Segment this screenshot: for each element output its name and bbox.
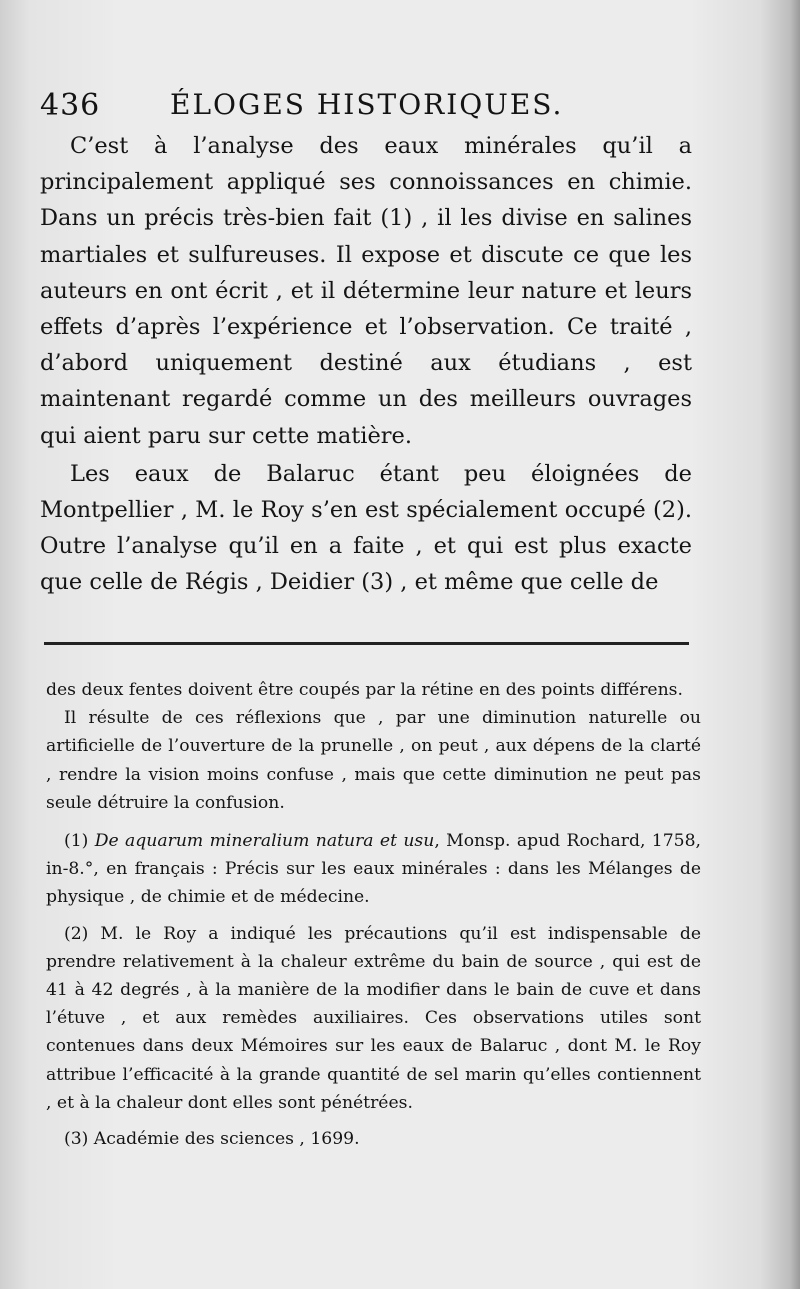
page-number: 436 — [40, 88, 101, 123]
note-continuation-2: Il résulte de ces réflexions que , par une diminution naturelle ou artificielle de l’ouverture de la prunelle , on peut , aux dépens de la clarté , rendre la vision moins confuse , mais que cette diminution ne peut pas seule détruire la confusion. — [46, 708, 701, 813]
footnote-separator-rule — [44, 642, 689, 645]
footnotes-section — [46, 676, 701, 1153]
page-header — [40, 88, 680, 128]
footnote-2: (2) M. le Roy a indiqué les précautions qu’il est indispensable de prendre relativement à la chaleur extrême du bain de source , qui est de 41 à 42 degrés , à la manière de la modifier dans le bain de cuve et dans l’étuve , et aux remèdes auxiliaires. Ces observations utiles sont contenues dans deux Mémoires sur les eaux de Balaruc , dont M. le Roy attribue l’efficacité à la grande quantité de sel marin qu’elles contiennent , et à la chaleur dont elles sont pénétrées. — [46, 923, 701, 1113]
note-continuation: des deux fentes doivent être coupés par la rétine en des points différens. — [46, 680, 683, 700]
main-paragraph-2: Les eaux de Balaruc étant peu éloignées de Montpellier , M. le Roy s’en est spécialement occupé (2). Outre l’analyse qu’il en a faite , et qui est plus exacte que celle de Régis , Deidier (3) , et même que celle de — [40, 460, 692, 596]
footnote-1-text: , Monsp. apud Rochard, 1758, in-8.°, en français : Précis sur les eaux minérales : dans les Mélanges de physique , de chimie et de médecine. — [46, 831, 701, 908]
footnote-1-mark: (1) — [64, 831, 89, 852]
running-title: ÉLOGES HISTORIQUES. — [170, 88, 564, 121]
footnote-1-title: De aquarum mineralium natura et usu — [94, 831, 435, 852]
main-text — [40, 128, 692, 601]
footnote-3: (3) Académie des sciences , 1699. — [64, 1129, 360, 1150]
footnote-1 — [46, 827, 701, 912]
main-paragraph-1: C’est à l’analyse des eaux minérales qu’il a principalement appliqué ses connoissances en chimie. Dans un précis très-bien fait (1) , il les divise en salines martiales et sulfureuses. Il expose et discute ce que les auteurs en ont écrit , et il détermine leur nature et leurs effets d’après l’expérience et l’observation. Ce traité , d’abord uniquement destiné aux étudians , est maintenant regardé comme un des meilleurs ouvrages qui aient paru sur cette matière. — [40, 133, 692, 449]
